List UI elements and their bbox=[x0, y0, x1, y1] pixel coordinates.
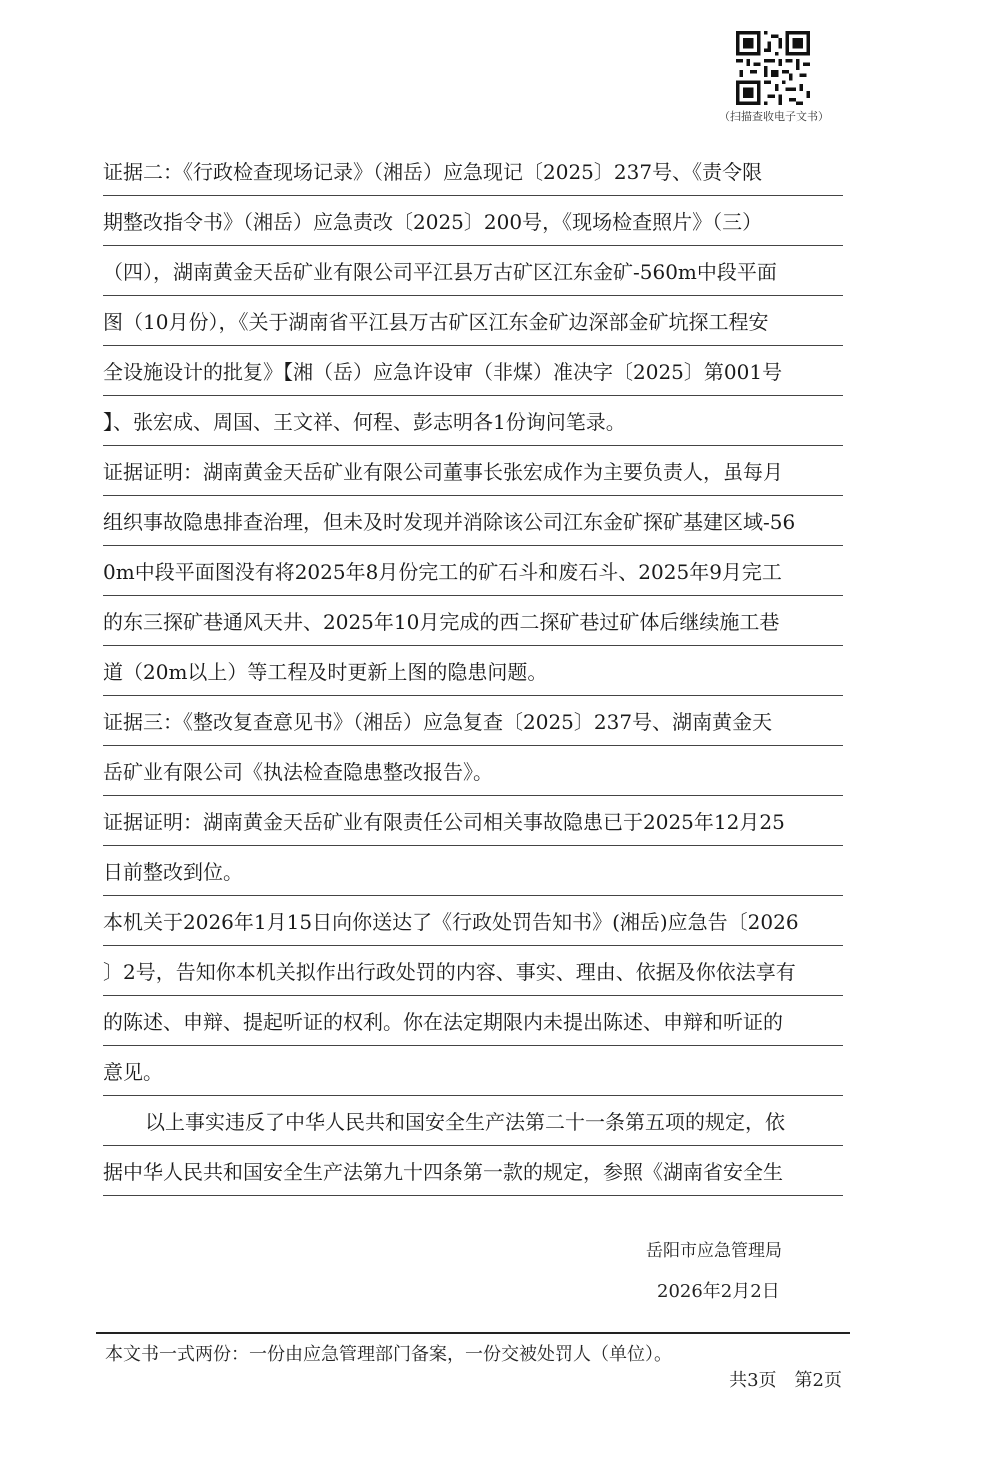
text-line: 的陈述、申辩、提起听证的权利。你在法定期限内未提出陈述、申辩和听证的 bbox=[103, 996, 843, 1046]
page-number: 共3页 第2页 bbox=[729, 1370, 842, 1391]
text-line: 道（20m以上）等工程及时更新上图的隐患问题。 bbox=[103, 646, 843, 696]
text-line: 岳矿业有限公司《执法检查隐患整改报告》。 bbox=[103, 746, 843, 796]
document-body bbox=[103, 146, 843, 1196]
text-line: 意见。 bbox=[103, 1046, 843, 1096]
text-line: 据中华人民共和国安全生产法第九十四条第一款的规定，参照《湖南省安全生 bbox=[103, 1146, 843, 1196]
qr-code-icon[interactable] bbox=[736, 31, 810, 105]
qr-caption: （扫描查收电子文书） bbox=[719, 110, 829, 123]
text-line: 证据三：《整改复查意见书》（湘岳）应急复查〔2025〕237号、湖南黄金天 bbox=[103, 696, 843, 746]
paragraph-evidence-2 bbox=[103, 146, 843, 446]
text-line: 证据证明：湖南黄金天岳矿业有限责任公司相关事故隐患已于2025年12月25 bbox=[103, 796, 843, 846]
footer-note: 本文书一式两份：一份由应急管理部门备案，一份交被处罚人（单位）。 bbox=[105, 1344, 672, 1365]
text-line: （四），湖南黄金天岳矿业有限公司平江县万古矿区江东金矿-560m中段平面 bbox=[103, 246, 843, 296]
paragraph-proof-3 bbox=[103, 796, 843, 896]
text-line: 的东三探矿巷通风天井、2025年10月完成的西二探矿巷过矿体后继续施工巷 bbox=[103, 596, 843, 646]
text-line: 〕2号，告知你本机关拟作出行政处罚的内容、事实、理由、依据及你依法享有 bbox=[103, 946, 843, 996]
text-line: 日前整改到位。 bbox=[103, 846, 843, 896]
text-line: 0m中段平面图没有将2025年8月份完工的矿石斗和废石斗、2025年9月完工 bbox=[103, 546, 843, 596]
issuing-authority: 岳阳市应急管理局 bbox=[646, 1241, 782, 1261]
text-line: 本机关于2026年1月15日向你送达了《行政处罚告知书》(湘岳)应急告〔2026 bbox=[103, 896, 843, 946]
paragraph-evidence-3 bbox=[103, 696, 843, 796]
text-line: 】、张宏成、周国、王文祥、何程、彭志明各1份询问笔录。 bbox=[103, 396, 843, 446]
paragraph-conclusion bbox=[103, 1096, 843, 1196]
text-line: 证据二：《行政检查现场记录》（湘岳）应急现记〔2025〕237号、《责令限 bbox=[103, 146, 843, 196]
text-line: 组织事故隐患排查治理，但未及时发现并消除该公司江东金矿探矿基建区域-56 bbox=[103, 496, 843, 546]
text-line: 以上事实违反了中华人民共和国安全生产法第二十一条第五项的规定，依 bbox=[103, 1096, 843, 1146]
text-line: 证据证明：湖南黄金天岳矿业有限公司董事长张宏成作为主要负责人，虽每月 bbox=[103, 446, 843, 496]
paragraph-proof-2 bbox=[103, 446, 843, 696]
issue-date: 2026年2月2日 bbox=[657, 1281, 780, 1302]
footer-divider bbox=[96, 1332, 850, 1334]
text-line: 期整改指令书》（湘岳）应急责改〔2025〕200号，《现场检查照片》（三） bbox=[103, 196, 843, 246]
paragraph-notice bbox=[103, 896, 843, 1096]
text-line: 图（10月份），《关于湖南省平江县万古矿区江东金矿边深部金矿坑探工程安 bbox=[103, 296, 843, 346]
text-line: 全设施设计的批复》【湘（岳）应急许设审（非煤）准决字〔2025〕第001号 bbox=[103, 346, 843, 396]
